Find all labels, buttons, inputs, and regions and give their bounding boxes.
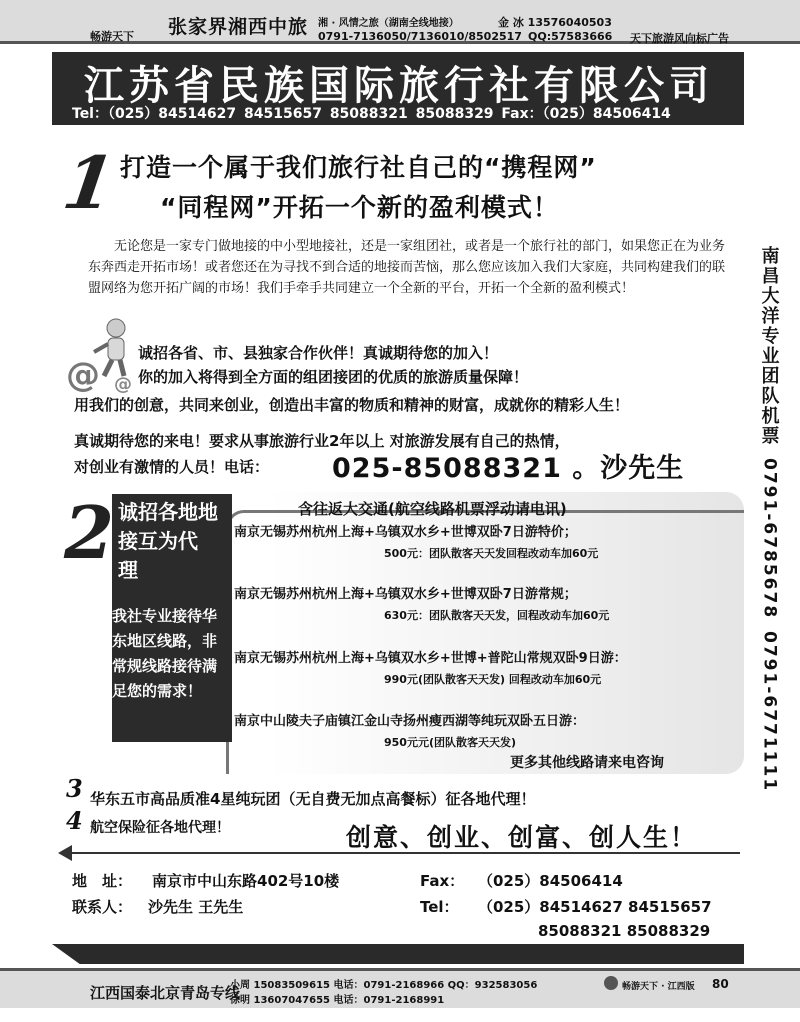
routes-heading: 含往返大交通(航空线路机票浮动请电讯) bbox=[298, 500, 567, 518]
address-label: 地 址： bbox=[72, 872, 133, 890]
svg-text:@: @ bbox=[66, 355, 100, 394]
section-number-4: 4 bbox=[66, 806, 83, 835]
brand-logo-icon bbox=[604, 976, 618, 990]
footer-contact-1: 小周 15083509615 电话：0791-2168966 QQ：932583056 bbox=[230, 980, 538, 991]
tel-label: Tel： bbox=[420, 898, 459, 916]
page-number: 80 bbox=[712, 977, 729, 991]
arrow-left-icon bbox=[58, 845, 72, 861]
header-right-text: 天下旅游风向标广告 bbox=[630, 32, 729, 45]
address-value: 南京市中山东路402号10楼 bbox=[152, 872, 340, 890]
section1-heading-line1: 打造一个属于我们旅行社自己的“携程网” bbox=[120, 153, 597, 182]
route-name: 南京无锡苏州杭州上海+乌镇双水乡+世博+普陀山常规双卧9日游： bbox=[234, 651, 627, 666]
header-slogan: 湘 · 风情之旅（湖南全线地接） bbox=[318, 18, 459, 29]
section1-heading-line2: “同程网”开拓一个新的盈利模式！ bbox=[160, 193, 559, 222]
mascot-at-icon bbox=[64, 316, 144, 394]
side-ad-phone-1: 0791-6785678 bbox=[759, 458, 780, 620]
slogan: 创意、创业、创富、创人生！ bbox=[346, 823, 698, 852]
fax-value: （025）84506414 bbox=[478, 872, 623, 890]
hotline-phone: 025-85088321 。沙先生 bbox=[332, 453, 685, 484]
header-brand: 畅游天下 bbox=[90, 30, 134, 43]
contact-person-value: 沙先生 王先生 bbox=[148, 898, 244, 916]
quality-guarantee: 你的加入将得到全方面的组团接团的优质的旅游质量保障！ bbox=[138, 368, 529, 386]
route-price: 630元：团队散客天天发，回程改动车加60元 bbox=[384, 609, 610, 622]
more-routes-note: 更多其他线路请来电咨询 bbox=[510, 755, 664, 771]
section3-text: 华东五市高品质准4星纯玩团（无自费无加点高餐标）征各地代理！ bbox=[90, 790, 536, 808]
header-agency: 张家界湘西中旅 bbox=[168, 16, 309, 38]
footer-contact-2: 徐明 13607047655 电话：0791-2168991 bbox=[230, 995, 445, 1006]
side-ad-title: 南昌大洋专业团队机票 bbox=[758, 246, 780, 446]
svg-text:@: @ bbox=[114, 374, 132, 394]
section-number-3: 3 bbox=[66, 774, 83, 803]
agent-recruit-body: 我社专业接待华东地区线路，非常规线路接待满足您的需求！ bbox=[112, 607, 218, 700]
recruit-partners: 诚招各省、市、县独家合作伙伴！真诚期待您的加入！ bbox=[138, 344, 499, 362]
call-line2: 对创业有激情的人员！电话： bbox=[74, 458, 270, 476]
tel-value-2: 85088321 85088329 bbox=[538, 922, 711, 940]
section-number-2: 2 bbox=[64, 490, 115, 575]
call-line1: 真诚期待您的来电！要求从事旅游行业2年以上 对旅游发展有自己的热情， bbox=[74, 432, 570, 450]
agent-recruit-title: 诚招各地地接互为代 理 bbox=[118, 500, 218, 582]
create-together: 用我们的创意，共同来创业，创造出丰富的物质和精神的财富，成就你的精彩人生！ bbox=[74, 396, 630, 414]
route-name: 南京中山陵夫子庙镇江金山寺扬州瘦西湖等纯玩双卧五日游： bbox=[234, 714, 586, 729]
divider-arrow-line bbox=[64, 852, 740, 854]
header-contact: 金 冰 13576040503 bbox=[498, 16, 612, 29]
fax-label: Fax： bbox=[420, 872, 465, 890]
tel-value-1: （025）84514627 84515657 bbox=[478, 898, 712, 916]
route-name: 南京无锡苏州杭州上海+乌镇双水乡+世博双卧7日游特价； bbox=[234, 525, 577, 540]
company-tel: Tel：（025）84514627 84515657 85088321 85088329 Fax：（025）84506414 bbox=[72, 106, 671, 122]
section4-text: 航空保险征各地代理！ bbox=[90, 820, 230, 836]
route-price: 990元(团队散客天天发) 回程改动车加60元 bbox=[384, 673, 602, 686]
route-name: 南京无锡苏州杭州上海+乌镇双水乡+世博双卧7日游常规； bbox=[234, 587, 577, 602]
header-qq: QQ:57583666 bbox=[528, 30, 613, 43]
contact-person-label: 联系人： bbox=[72, 898, 133, 916]
footer-title: 江西国泰北京青岛专线 bbox=[90, 984, 241, 1002]
route-price: 950元元(团队散客天天发) bbox=[384, 736, 517, 749]
route-price: 500元：团队散客天天发回程改动车加60元 bbox=[384, 547, 599, 560]
section-number-1: 1 bbox=[58, 140, 121, 225]
bottom-dark-band bbox=[52, 944, 744, 964]
side-ad-phone-2: 0791-6771111 bbox=[759, 631, 780, 793]
company-name: 江苏省民族国际旅行社有限公司 bbox=[84, 63, 714, 109]
header-phones: 0791-7136050/7136010/8502517 bbox=[318, 30, 522, 43]
side-ad bbox=[746, 246, 792, 792]
section1-body: 无论您是一家专门做地接的中小型地接社，还是一家组团社，或者是一个旅行社的部门，如果您正在为业务东奔西走开拓市场！或者您还在为寻找不到合适的地接而苦恼，那么您应该加入我们大家庭，共同构建我们的联盟网络为您开拓广阔的市场！我们手牵手共同建立一个全新的平台，开拓一个全新的盈利模式！ bbox=[88, 239, 726, 296]
footer-brand: 畅游天下 · 江西版 bbox=[622, 982, 695, 992]
